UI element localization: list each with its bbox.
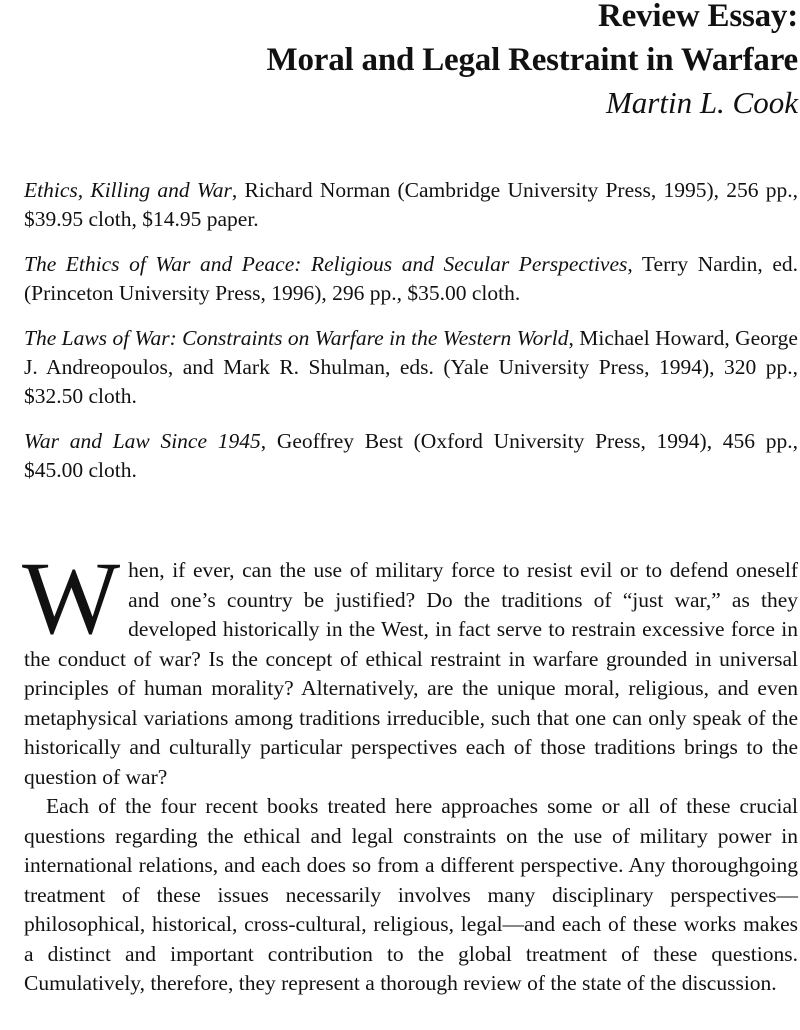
book-reference — [24, 427, 798, 485]
book-details: , Michael Howard, George J. Andreopoulos, and Mark R. Shulman, eds. (Yale University Press, 1994), 320 pp., $32.50 cloth. — [24, 326, 798, 408]
book-reference — [24, 176, 798, 234]
reviewed-books-list — [24, 176, 798, 501]
essay-header — [267, 0, 798, 124]
book-title: War and Law Since 1945 — [24, 429, 261, 453]
book-reference — [24, 250, 798, 308]
book-title: The Ethics of War and Peace: Religious and Secular Perspectives — [24, 252, 628, 276]
essay-title-line-1: Review Essay: — [598, 0, 798, 34]
book-details: , Richard Norman (Cambridge University Press, 1995), 256 pp., $39.95 cloth, $14.95 paper. — [24, 178, 798, 231]
book-title: The Laws of War: Constraints on Warfare in the Western World — [24, 326, 569, 350]
book-details: , Terry Nardin, ed. (Princeton University Press, 1996), 296 pp., $35.00 cloth. — [24, 252, 798, 305]
book-reference — [24, 324, 798, 411]
essay-body — [22, 541, 798, 999]
essay-title-line-2: Moral and Legal Restraint in Warfare — [266, 42, 798, 78]
book-details: , Geoffrey Best (Oxford University Press, 1994), 456 pp., $45.00 cloth. — [24, 429, 798, 482]
author-name: Martin L. Cook — [605, 85, 798, 120]
book-title: Ethics, Killing and War — [24, 178, 232, 202]
body-paragraph-1 — [22, 541, 798, 792]
body-paragraph-2: Each of the four recent books treated here approaches some or all of these crucial questions regarding the ethical and legal constraints on the use of military power in international relations, and each does so from a different perspective. Any thoroughgoing treatment of these issues necessarily involves many disciplinary perspectives—philosophical, historical, cross-cultural, religious, legal—and each of these works makes a distinct and important contribution to the global treatment of these questions. Cumulatively, therefore, they represent a thorough review of the state of the discussion. — [24, 794, 798, 995]
paragraph-text: hen, if ever, can the use of military force to resist evil or to defend oneself and one’s country be justified? Do the traditions of “just war,” as they developed historically in the West, in fact serve to restrain excessive force in the conduct of war? Is the concept of ethical restraint in warfare grounded in universal principles of human morality? Alternatively, are the unique moral, religious, and even metaphysical variations among traditions irreducible, such that one can only speak of the historically and culturally particular perspectives each of those traditions brings to the question of war? — [24, 558, 798, 789]
drop-cap: W — [22, 541, 121, 656]
